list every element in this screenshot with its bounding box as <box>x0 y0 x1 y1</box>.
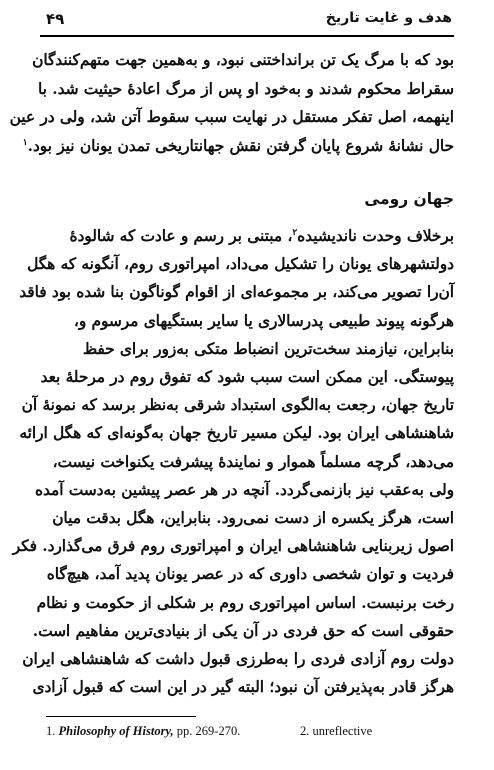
text-line-with-footnote <box>50 222 454 250</box>
text-line: رخت برنبست. اساس امپراتوری روم بر شکلی از حکومت و نظام <box>36 593 454 612</box>
text-line-continued: ، مبتنی بر رسم و عادت که شالودهٔ <box>69 227 293 245</box>
text-line: برخلاف وحدت ناندیشیده <box>297 227 454 245</box>
text-line: تاریخ جهان، رجعت به‌الگوی استبداد شرقی به‌نظر برسد که نمونهٔ آن <box>21 396 454 415</box>
paragraph-2 <box>12 222 454 701</box>
text-line: آن‌را تصویر می‌کند، بر مجموعه‌ای از اقوام گوناگون بنا شده بود فاقد <box>19 283 454 302</box>
text-line: فردیت و توان شخصی داوری که در عصر یونان پدید آمد، هیچ‌گاه <box>46 565 454 584</box>
footnote-rule <box>46 716 196 717</box>
text-line: شاهنشاهی ایران بود. لیکن مسیر تاریخ جهان به‌گونه‌ای که هگل ارائه <box>19 424 454 443</box>
text-line: ولی به‌عقب نیز بازنمی‌گردد. آنچه در هر عصر پیشین به‌دست آمده <box>34 480 454 499</box>
text-line: پیوستگی. این ممکن است سبب شود که تفوق روم در مرحلهٔ بعد <box>40 368 454 387</box>
footnote-2: 2. unreflective <box>300 724 373 738</box>
paragraph-1 <box>9 46 454 160</box>
footnote-1-title: Philosophy of History, <box>58 724 174 738</box>
footnote-1 <box>46 724 240 739</box>
text-line: بنابراین، نیازمند سخت‌ترین انضباط متکی به‌زور برای حفظ <box>82 339 454 358</box>
text-line: سقراط محکوم شدند و به‌خود او پس از مرگ اعادهٔ حیثیت شد. با <box>38 79 454 98</box>
text-line: دولتشهرهای یونان را تشکیل می‌داد، امپراتوری روم، آنگونه که هگل <box>27 255 454 274</box>
footnote-marker-1: ۱ <box>22 137 28 148</box>
footnote-1-pages: pp. 269-270. <box>176 724 241 738</box>
text-line: هرگونه پیوند طبیعی پدرسالاری یا سایر بستگیهای مرسوم و، <box>73 311 454 330</box>
text-line: است، هرگز یکسره از دست نمی‌رود. بنابراین، هگل بدقت میان <box>52 509 454 528</box>
page-number: ۴۹ <box>46 10 65 28</box>
section-heading: جهان رومی <box>364 190 454 208</box>
footnote-1-number: 1. <box>46 724 56 738</box>
text-line: اصول زیربنایی شاهنشاهی ایران و امپراتوری روم فرق می‌گذارد. فکر <box>12 537 454 556</box>
text-line: بود که با مرگ یک تن برانداختنی نبود، و به‌همین جهت متهم‌کنندگان <box>32 51 454 69</box>
text-line-with-footnote <box>22 132 454 161</box>
text-line: دولت روم آزادی فردی را به‌طرزی قبول داشت که شاهنشاهی ایران <box>22 650 454 669</box>
text-line: اینهمه، اصل تفکر مستقل در نهایت سبب سقوط آتن شد، ولی در عین <box>9 108 454 126</box>
header-rule <box>40 35 454 37</box>
page-header <box>46 8 452 34</box>
text-line: حقوقی است که حق فردی در آن یکی از بنیادی‌ترین مفاهیم است. <box>32 621 454 640</box>
text-line: می‌دهد، گرچه مسلماً هموار و نمایندهٔ پیشرفت یکنواخت نیست، <box>52 452 454 471</box>
text-line: حال نشانهٔ شروع پایان گرفتن نقش جهانتاریخی تمدن یونان نیز بود. <box>27 136 454 155</box>
running-title: هدف و غایت تاریخ <box>325 10 452 26</box>
text-line: هرگز قادر به‌پذیرفتن آن نبود؛ البته گیر در این است که قبول آزادی <box>32 678 454 697</box>
footnote-marker-2: ۲ <box>292 227 298 238</box>
